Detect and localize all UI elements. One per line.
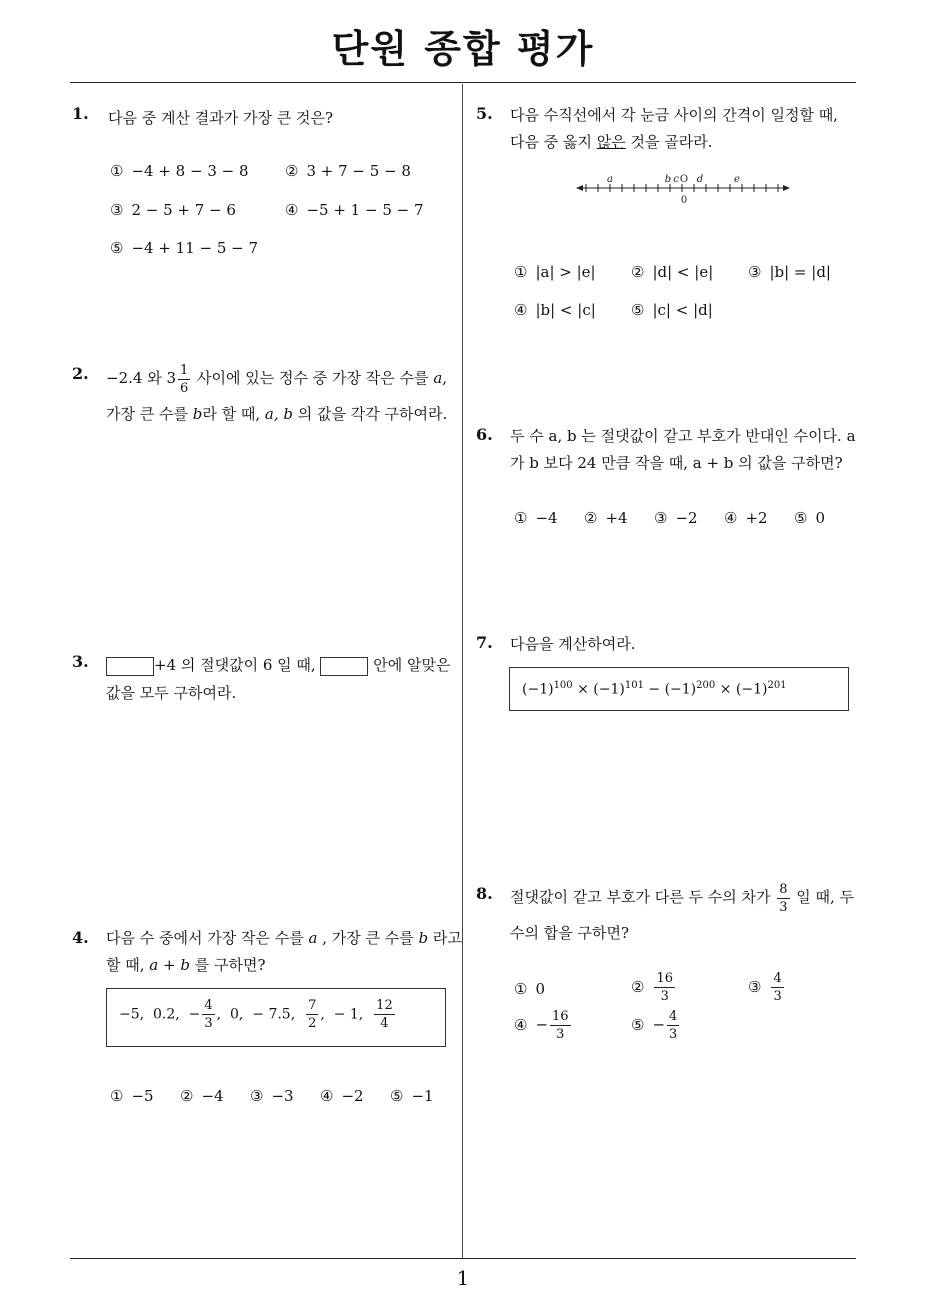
question-number: 3. xyxy=(72,652,89,671)
expression-box xyxy=(509,667,849,711)
fraction: $\frac{7}{2}$ xyxy=(308,998,317,1031)
question-text: 다음 중 계산 결과가 가장 큰 것은? xyxy=(108,109,334,127)
question-number: 7. xyxy=(476,633,493,652)
q4-option-2[interactable]: ② −4 xyxy=(180,1087,224,1105)
q8-text-line-1: 절댓값이 같고 부호가 다른 두 수의 차가 $\frac{8}{3}$ 일 때, 두 xyxy=(510,881,855,915)
expression: $(-1)^{100} \times (-1)^{101} - (-1)^{200} \times (-1)^{201}$ xyxy=(522,680,787,698)
column-divider xyxy=(462,84,463,1258)
q6-option-3[interactable]: ③ −2 xyxy=(654,509,698,527)
fraction: $\frac{4}{3}$ xyxy=(204,998,213,1031)
label-zero: 0 xyxy=(680,195,688,206)
answer-blank-box xyxy=(320,657,368,676)
page-number: 1 xyxy=(456,1266,470,1290)
q3-text-line-2: 값을 모두 구하여라. xyxy=(106,684,237,702)
question-number: 6. xyxy=(476,425,493,444)
q5-option-2[interactable]: ② |d| < |e| xyxy=(631,263,714,281)
q5-option-4[interactable]: ④ |b| < |c| xyxy=(514,301,596,319)
q4-option-3[interactable]: ③ −3 xyxy=(250,1087,294,1105)
fraction: $\frac{12}{4}$ xyxy=(376,998,393,1031)
number-list: −5, 0.2, − $\frac{4}{3}$ , 0, − 7.5, $\frac{7}{2}$ , − 1, $\frac{12}{4}$ xyxy=(119,998,393,1031)
question-number: 2. xyxy=(72,364,89,383)
q8-option-2[interactable]: ② $\frac{16}{3}$ xyxy=(631,971,673,1004)
label-c: c xyxy=(673,174,679,185)
q4-text-line-1: 다음 수 중에서 가장 작은 수를 a , 가장 큰 수를 b 라고 xyxy=(106,929,462,947)
q1-option-2[interactable]: ② 3 + 7 − 5 − 8 xyxy=(285,162,411,180)
q8-option-4[interactable]: ④ − $\frac{16}{3}$ xyxy=(514,1009,569,1042)
q1-option-3[interactable]: ③ 2 − 5 + 7 − 6 xyxy=(110,201,236,219)
q5-text-line-1: 다음 수직선에서 각 눈금 사이의 간격이 일정할 때, xyxy=(510,106,838,124)
q6-option-1[interactable]: ① −4 xyxy=(514,509,558,527)
fraction: $\frac{1}{6}$ xyxy=(180,362,189,396)
q5-option-5[interactable]: ⑤ |c| < |d| xyxy=(631,301,713,319)
q4-option-1[interactable]: ① −5 xyxy=(110,1087,154,1105)
answer-blank-box xyxy=(106,657,154,676)
q5-text-line-2: 다음 중 옳지 않은 것을 골라라. xyxy=(510,133,713,151)
q1-option-4[interactable]: ④ −5 + 1 − 5 − 7 xyxy=(285,201,424,219)
q6-text-line-2: 가 b 보다 24 만큼 작을 때, a + b 의 값을 구하면? xyxy=(510,454,843,472)
q6-option-2[interactable]: ② +4 xyxy=(584,509,628,527)
fraction: $\frac{8}{3}$ xyxy=(779,881,788,915)
label-d: d xyxy=(696,174,704,185)
q6-option-4[interactable]: ④ +2 xyxy=(724,509,768,527)
q5-option-3[interactable]: ③ |b| = |d| xyxy=(748,263,831,281)
q6-text-line-1: 두 수 a, b 는 절댓값이 같고 부호가 반대인 수이다. a xyxy=(510,427,856,445)
q1-option-5[interactable]: ⑤ −4 + 11 − 5 − 7 xyxy=(110,239,259,257)
q8-option-3[interactable]: ③ $\frac{4}{3}$ xyxy=(748,971,782,1004)
label-origin: O xyxy=(679,174,689,185)
question-number: 5. xyxy=(476,104,493,123)
q8-option-5[interactable]: ⑤ − $\frac{4}{3}$ xyxy=(631,1009,678,1042)
label-a: a xyxy=(607,174,613,185)
q1-option-1[interactable]: ① −4 + 8 − 3 − 8 xyxy=(110,162,249,180)
q2-text-line-2: 가장 큰 수를 b라 할 때, a, b 의 값을 각각 구하여라. xyxy=(106,405,448,423)
fraction: $\frac{4}{3}$ xyxy=(773,971,782,1004)
fraction: $\frac{16}{3}$ xyxy=(552,1009,569,1042)
q8-option-1[interactable]: ① 0 xyxy=(514,980,545,998)
label-e: e xyxy=(734,174,740,185)
q5-option-1[interactable]: ① |a| > |e| xyxy=(514,263,596,281)
question-number: 4. xyxy=(72,928,89,947)
question-number: 1. xyxy=(72,104,89,123)
fraction: $\frac{16}{3}$ xyxy=(656,971,673,1004)
arrow-right-icon xyxy=(783,185,790,191)
q4-option-5[interactable]: ⑤ −1 xyxy=(390,1087,434,1105)
q4-text-line-2: 할 때, a + b 를 구하면? xyxy=(106,956,266,974)
fraction: $\frac{4}{3}$ xyxy=(669,1009,678,1042)
label-b: b xyxy=(664,174,672,185)
bottom-divider xyxy=(70,1258,856,1259)
number-line xyxy=(570,170,800,210)
arrow-left-icon xyxy=(576,185,583,191)
number-list-box xyxy=(106,988,446,1047)
q6-option-5[interactable]: ⑤ 0 xyxy=(794,509,825,527)
q8-text-line-2: 수의 합을 구하면? xyxy=(510,924,630,942)
q4-option-4[interactable]: ④ −2 xyxy=(320,1087,364,1105)
q2-text-line-1: −2.4 와 3 $\frac{1}{6}$ 사이에 있는 정수 중 가장 작은 수를 a, xyxy=(106,362,448,396)
top-divider xyxy=(70,82,856,83)
question-number: 8. xyxy=(476,884,493,903)
q7-text: 다음을 계산하여라. xyxy=(510,635,636,653)
page-title: 단원 종합 평가 xyxy=(331,27,595,71)
q3-text-line-1: +4 의 절댓값이 6 일 때, 안에 알맞은 xyxy=(106,654,450,676)
